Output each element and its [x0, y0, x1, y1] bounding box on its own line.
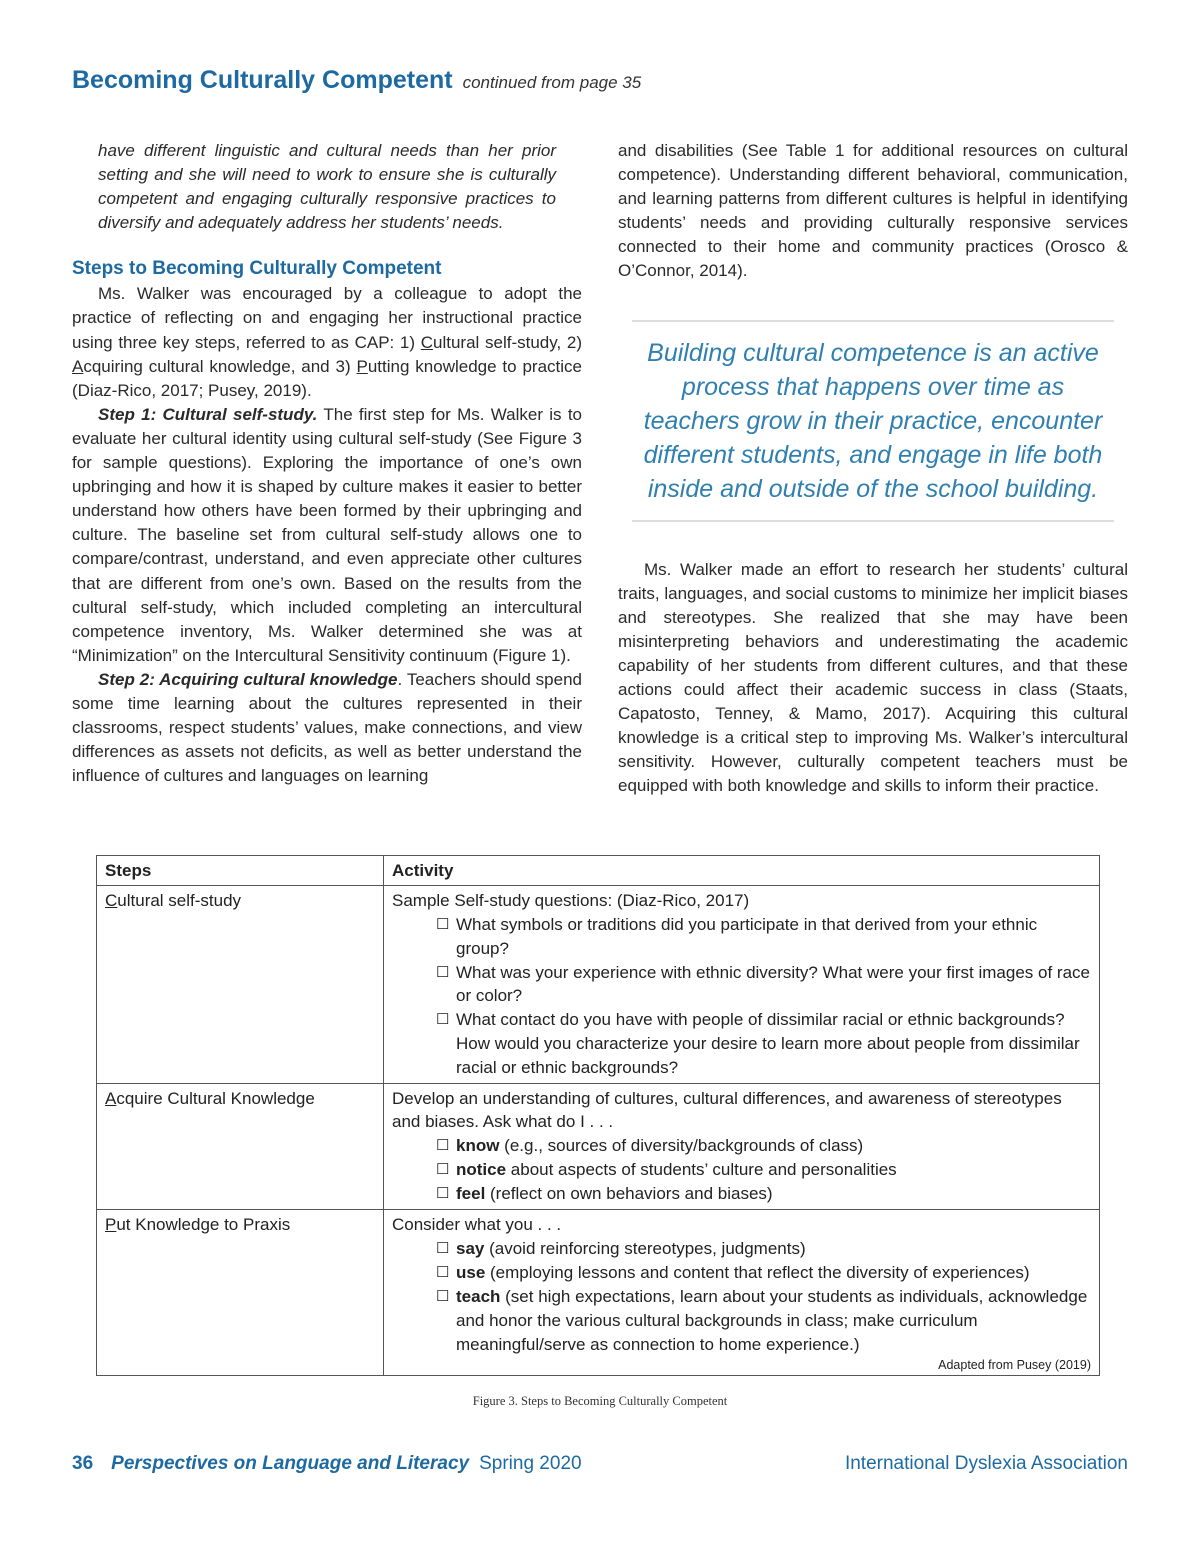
section-heading: Steps to Becoming Culturally Competent	[72, 258, 442, 280]
page-footer	[72, 1453, 1128, 1475]
run-in-heading: Step 2: Acquiring cultural knowledge	[98, 669, 398, 689]
list-item	[392, 1261, 1091, 1285]
activity-intro: Develop an understanding of cultures, cultural differences, and awareness of stereotypes and biases. Ask what do I . . .	[392, 1088, 1062, 1132]
list-item	[392, 913, 1091, 961]
paragraph: and disabilities (See Table 1 for additional resources on cultural competence). Understanding different behavioral, communication, and learning patterns from different cultures is helpful in identifying students’ needs and providing culturally responsive services connected to their home and community practices (Orosco & O’Connor, 2014).	[618, 141, 1128, 281]
activity-cell	[384, 1083, 1100, 1210]
table-row	[97, 886, 1100, 1083]
step-cell	[97, 1210, 384, 1376]
paragraph-cap	[72, 282, 582, 402]
step-cell	[97, 1083, 384, 1210]
checkbox-icon: ☐	[436, 916, 450, 934]
run-in-heading: Step 1: Cultural self-study.	[98, 404, 318, 424]
item-keyword: feel	[456, 1184, 486, 1204]
step-label: cquire Cultural Knowledge	[116, 1088, 315, 1108]
checkbox-icon: ☐	[436, 963, 450, 981]
paragraph-step-1	[72, 403, 582, 668]
list-item	[392, 1134, 1091, 1158]
activity-cell	[384, 1210, 1100, 1376]
checkbox-icon: ☐	[436, 1011, 450, 1029]
checkbox-icon: ☐	[436, 1288, 450, 1306]
step-label: ut Knowledge to Praxis	[116, 1215, 291, 1235]
right-column	[618, 139, 1128, 799]
underlined-letter: P	[105, 1215, 117, 1235]
checkbox-icon: ☐	[436, 1137, 450, 1155]
text: utting knowledge to practice (Diaz-Rico, 2017; Pusey, 2019).	[72, 356, 582, 400]
figure-caption: Figure 3. Steps to Becoming Culturally Competent	[472, 1394, 728, 1409]
organization: International Dyslexia Association	[844, 1453, 1128, 1475]
publication-name: Perspectives on Language and Literacy	[111, 1453, 470, 1475]
pull-quote: Building cultural competence is an active process that happens over time as teachers grow in their practice, encounter different students, and engage in life both inside and outside of the school building.	[632, 320, 1114, 522]
item-text: (e.g., sources of diversity/backgrounds of class)	[499, 1136, 864, 1156]
underlined-letter: P	[356, 356, 368, 376]
text: The first step for Ms. Walker is to evaluate her cultural identity using cultural self-study (See Figure 3 for sample questions). Exploring the importance of one’s own upbringing and how it is shaped by culture makes it easier to better understand how others have been formed by their upbringing and culture. The baseline set from cultural self-study allows one to compare/contrast, understand, and even appreciate other cultures that are different from one’s own. Based on the results from the cultural self-study, which included completing an intercultural competence inventory, Ms. Walker determined she was at “Minimization” on the Intercultural Sensitivity continuum (Figure 1).	[72, 404, 583, 665]
activity-cell	[384, 886, 1100, 1083]
intro-paragraph: have different linguistic and cultural needs than her prior setting and she will need to work to ensure she is culturally competent and engaging culturally responsive practices to diversify and adequately address her students’ needs.	[98, 141, 556, 233]
item-keyword: know	[456, 1136, 500, 1156]
item-text: (reflect on own behaviors and biases)	[485, 1184, 773, 1204]
page-header	[72, 66, 1128, 95]
item-text: (avoid reinforcing stereotypes, judgments)	[484, 1239, 806, 1259]
item-text: (employing lessons and content that reflect the diversity of experiences)	[485, 1263, 1030, 1283]
list-item	[392, 1158, 1091, 1182]
item-text: What contact do you have with people of dissimilar racial or ethnic backgrounds? How would you characterize your desire to learn more about people from dissimilar racial or ethnic backgrounds?	[456, 1010, 1080, 1077]
item-text: (set high expectations, learn about your students as individuals, acknowledge and honor the various cultural backgrounds in class; make curriculum meaningful/serve as connection to home experience.)	[456, 1287, 1088, 1354]
activity-intro: Consider what you . . .	[392, 1215, 562, 1235]
list-item	[392, 1237, 1091, 1261]
text: cquiring cultural knowledge, and 3)	[83, 356, 357, 376]
checkbox-icon: ☐	[436, 1161, 450, 1179]
paragraph-step-2	[72, 668, 582, 788]
header-steps: Steps	[97, 855, 384, 886]
page-number: 36	[72, 1453, 94, 1475]
left-column	[72, 139, 582, 788]
step-cell	[97, 886, 384, 1083]
list-item	[392, 961, 1091, 1009]
text: . Teachers should spend some time learning about the cultures represented in their classrooms, respect students’ values, make connections, and view differences as assets not deficits, as well as better understand the influence of cultures and languages on learning	[72, 669, 583, 786]
item-keyword: teach	[456, 1287, 501, 1307]
underlined-letter: A	[105, 1088, 117, 1108]
header-activity: Activity	[384, 855, 1100, 886]
list-item	[392, 1285, 1091, 1356]
checkbox-icon: ☐	[436, 1185, 450, 1203]
checkbox-icon: ☐	[436, 1264, 450, 1282]
list-item	[392, 1008, 1091, 1079]
activity-intro: Sample Self-study questions: (Diaz-Rico, 2017)	[392, 891, 750, 911]
item-keyword: use	[456, 1263, 486, 1283]
text: ultural self-study, 2)	[433, 332, 582, 352]
item-text: about aspects of students’ culture and personalities	[506, 1160, 897, 1180]
step-label: ultural self-study	[117, 891, 242, 911]
article-title: Becoming Culturally Competent	[72, 66, 453, 94]
underlined-letter: A	[72, 356, 84, 376]
item-text: What symbols or traditions did you participate in that derived from your ethnic group?	[456, 915, 1038, 958]
text: Ms. Walker was encouraged by a colleague to adopt the practice of reflecting on and engaging her instructional practice using three key steps, referred to as CAP: 1)	[72, 284, 582, 352]
underlined-letter: C	[105, 891, 118, 911]
underlined-letter: C	[420, 332, 434, 352]
item-keyword: say	[456, 1239, 485, 1259]
table-row	[97, 1210, 1100, 1376]
paragraph: Ms. Walker made an effort to research her students’ cultural traits, languages, and social customs to minimize her implicit biases and stereotypes. She realized that she may have been misinterpreting behaviors and underestimating the academic capability of her students from different cultures, and that these actions could affect their academic success in class (Staats, Capatosto, Tenney, & Mamo, 2017). Acquiring this cultural knowledge is a critical step to improving Ms. Walker’s intercultural sensitivity. However, culturally competent teachers must be equipped with both knowledge and skills to inform their practice.	[618, 559, 1128, 796]
two-column-body	[72, 139, 1128, 799]
checkbox-icon: ☐	[436, 1240, 450, 1258]
issue: Spring 2020	[479, 1453, 582, 1475]
list-item	[392, 1182, 1091, 1206]
item-text: What was your experience with ethnic diversity? What were your first images of race or color?	[456, 962, 1090, 1006]
table-row	[97, 1083, 1100, 1210]
item-keyword: notice	[456, 1160, 507, 1180]
figure-3-table	[96, 855, 1100, 1377]
table-header-row	[97, 855, 1100, 886]
source-note: Adapted from Pusey (2019)	[938, 1358, 1091, 1373]
continued-note: continued from page 35	[462, 73, 642, 92]
